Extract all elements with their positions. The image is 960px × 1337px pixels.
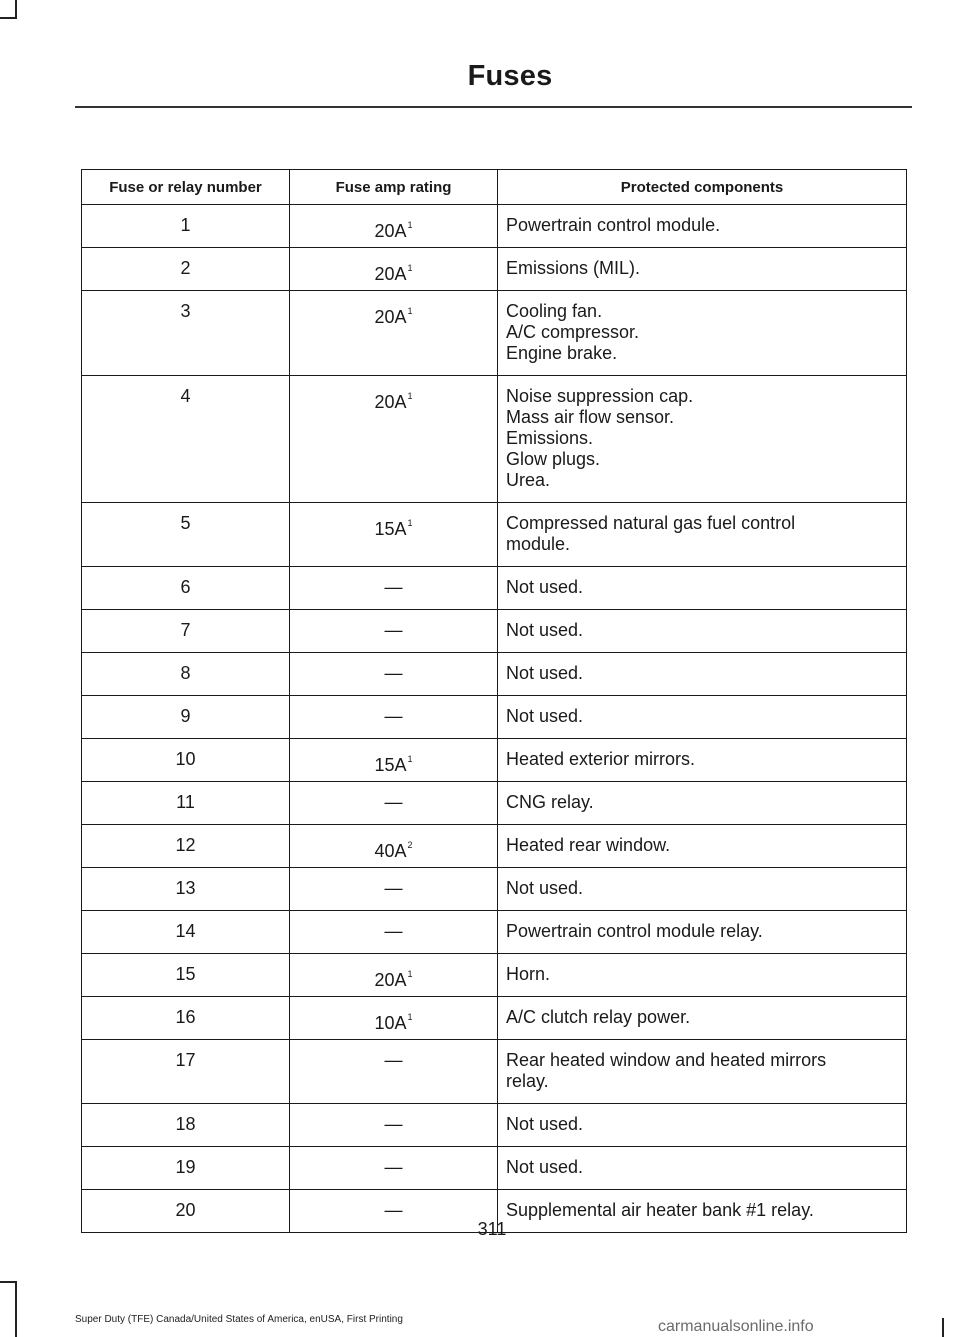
- protected-components-cell: [498, 610, 907, 653]
- component-line: Compressed natural gas fuel control: [506, 513, 796, 533]
- column-header-amp-rating: Fuse amp rating: [290, 170, 498, 205]
- table-row: [82, 1040, 907, 1104]
- table-row: [82, 503, 907, 567]
- fuse-number-cell: 12: [82, 825, 290, 868]
- amp-rating-cell: [290, 291, 498, 376]
- fuse-number-cell: 16: [82, 997, 290, 1040]
- protected-components-cell: [498, 205, 907, 248]
- protected-components-cell: [498, 997, 907, 1040]
- footnote-marker: 1: [407, 263, 413, 273]
- table-row: [82, 696, 907, 739]
- protected-components-cell: [498, 248, 907, 291]
- component-line: Powertrain control module.: [506, 215, 721, 235]
- amp-rating-value: —: [384, 1114, 403, 1134]
- amp-rating-cell: [290, 739, 498, 782]
- amp-rating-cell: [290, 997, 498, 1040]
- table-row: [82, 911, 907, 954]
- table-row: [82, 1104, 907, 1147]
- table-row: [82, 205, 907, 248]
- footnote-marker: 1: [407, 220, 413, 230]
- footnote-marker: 2: [407, 840, 413, 850]
- amp-rating-cell: [290, 610, 498, 653]
- component-line: Rear heated window and heated mirrors: [506, 1050, 827, 1070]
- component-line: Emissions (MIL).: [506, 258, 641, 278]
- footnote-marker: 1: [407, 1012, 413, 1022]
- fuse-number-cell: 17: [82, 1040, 290, 1104]
- footnote-marker: 1: [407, 518, 413, 528]
- component-line: module.: [506, 534, 571, 554]
- component-line: Glow plugs.: [506, 449, 601, 469]
- amp-rating-cell: [290, 1104, 498, 1147]
- table-row: [82, 1147, 907, 1190]
- fuse-number-cell: 13: [82, 868, 290, 911]
- protected-components-cell: [498, 1040, 907, 1104]
- table-row: [82, 248, 907, 291]
- fuse-number-cell: 10: [82, 739, 290, 782]
- protected-components-cell: [498, 567, 907, 610]
- protected-components-cell: [498, 954, 907, 997]
- table-row: [82, 954, 907, 997]
- fuse-number-cell: 5: [82, 503, 290, 567]
- amp-rating-cell: [290, 782, 498, 825]
- amp-rating-value: 15A: [374, 519, 407, 539]
- column-header-fuse-number: Fuse or relay number: [82, 170, 290, 205]
- amp-rating-value: —: [384, 706, 403, 726]
- table-row: [82, 653, 907, 696]
- footnote-marker: 1: [407, 969, 413, 979]
- amp-rating-cell: [290, 653, 498, 696]
- protected-components-cell: [498, 653, 907, 696]
- component-line: Not used.: [506, 620, 584, 640]
- component-line: Emissions.: [506, 428, 594, 448]
- component-line: relay.: [506, 1071, 549, 1091]
- footer-edition: Super Duty (TFE) Canada/United States of America, enUSA, First Printing: [75, 1314, 403, 1325]
- amp-rating-value: —: [384, 577, 403, 597]
- component-line: Not used.: [506, 706, 584, 726]
- amp-rating-value: 20A: [374, 221, 407, 241]
- amp-rating-value: —: [384, 878, 403, 898]
- footnote-marker: 1: [407, 391, 413, 401]
- protected-components-cell: [498, 696, 907, 739]
- table-row: [82, 868, 907, 911]
- table-row: [82, 739, 907, 782]
- crop-mark-bottom-left-h: [0, 1281, 17, 1283]
- fuse-number-cell: 20: [82, 1190, 290, 1233]
- amp-rating-value: —: [384, 792, 403, 812]
- watermark[interactable]: carmanualsonline.info: [658, 1318, 814, 1335]
- fuse-number-cell: 2: [82, 248, 290, 291]
- component-line: Mass air flow sensor.: [506, 407, 675, 427]
- page-number: 311: [477, 1219, 507, 1239]
- component-line: CNG relay.: [506, 792, 594, 812]
- fuse-number-cell: 19: [82, 1147, 290, 1190]
- component-line: Not used.: [506, 577, 584, 597]
- fuse-number-cell: 11: [82, 782, 290, 825]
- fuse-number-cell: 8: [82, 653, 290, 696]
- component-line: Engine brake.: [506, 343, 618, 363]
- amp-rating-value: 10A: [374, 1013, 407, 1033]
- table-row: [82, 782, 907, 825]
- amp-rating-cell: [290, 248, 498, 291]
- fuse-number-cell: 7: [82, 610, 290, 653]
- protected-components-cell: [498, 739, 907, 782]
- amp-rating-cell: [290, 1040, 498, 1104]
- component-line: Cooling fan.: [506, 301, 603, 321]
- crop-mark-top-left-h: [0, 17, 17, 19]
- fuse-number-cell: 6: [82, 567, 290, 610]
- protected-components-cell: [498, 1147, 907, 1190]
- component-line: Noise suppression cap.: [506, 386, 694, 406]
- table-row: [82, 825, 907, 868]
- amp-rating-cell: [290, 911, 498, 954]
- amp-rating-value: —: [384, 620, 403, 640]
- amp-rating-cell: [290, 1147, 498, 1190]
- component-line: Not used.: [506, 663, 584, 683]
- page-title: Fuses: [467, 60, 553, 92]
- title-divider: [75, 106, 912, 108]
- fuse-table-body: [82, 205, 907, 1233]
- table-row: [82, 610, 907, 653]
- component-line: Not used.: [506, 878, 584, 898]
- amp-rating-value: —: [384, 1200, 403, 1220]
- column-header-protected-components: Protected components: [498, 170, 907, 205]
- amp-rating-cell: [290, 868, 498, 911]
- amp-rating-value: 20A: [374, 264, 407, 284]
- amp-rating-cell: [290, 205, 498, 248]
- component-line: A/C clutch relay power.: [506, 1007, 691, 1027]
- amp-rating-value: 20A: [374, 392, 407, 412]
- table-row: [82, 376, 907, 503]
- amp-rating-cell: [290, 954, 498, 997]
- crop-mark-bottom-right: [942, 1318, 944, 1337]
- amp-rating-value: —: [384, 921, 403, 941]
- protected-components-cell: [498, 291, 907, 376]
- amp-rating-value: —: [384, 1050, 403, 1070]
- amp-rating-cell: [290, 696, 498, 739]
- table-row: [82, 567, 907, 610]
- amp-rating-value: 20A: [374, 307, 407, 327]
- protected-components-cell: [498, 868, 907, 911]
- component-line: A/C compressor.: [506, 322, 640, 342]
- footnote-marker: 1: [407, 754, 413, 764]
- table-row: [82, 997, 907, 1040]
- protected-components-cell: [498, 503, 907, 567]
- crop-mark-top-left: [15, 0, 17, 18]
- amp-rating-cell: [290, 567, 498, 610]
- protected-components-cell: [498, 911, 907, 954]
- fuse-number-cell: 4: [82, 376, 290, 503]
- amp-rating-cell: [290, 825, 498, 868]
- amp-rating-cell: [290, 376, 498, 503]
- protected-components-cell: [498, 1104, 907, 1147]
- fuse-number-cell: 15: [82, 954, 290, 997]
- amp-rating-value: —: [384, 663, 403, 683]
- component-line: Horn.: [506, 964, 551, 984]
- fuse-number-cell: 9: [82, 696, 290, 739]
- table-header-row: [82, 170, 907, 205]
- crop-mark-bottom-left: [15, 1281, 17, 1337]
- fuse-number-cell: 14: [82, 911, 290, 954]
- fuse-table: [81, 169, 907, 1233]
- component-line: Powertrain control module relay.: [506, 921, 763, 941]
- table-row: [82, 291, 907, 376]
- fuse-number-cell: 3: [82, 291, 290, 376]
- amp-rating-value: 20A: [374, 970, 407, 990]
- component-line: Heated rear window.: [506, 835, 671, 855]
- protected-components-cell: [498, 825, 907, 868]
- component-line: Not used.: [506, 1157, 584, 1177]
- protected-components-cell: [498, 782, 907, 825]
- component-line: Heated exterior mirrors.: [506, 749, 696, 769]
- fuse-number-cell: 18: [82, 1104, 290, 1147]
- fuse-number-cell: 1: [82, 205, 290, 248]
- component-line: Urea.: [506, 470, 551, 490]
- amp-rating-cell: [290, 503, 498, 567]
- amp-rating-value: 15A: [374, 755, 407, 775]
- protected-components-cell: [498, 376, 907, 503]
- amp-rating-value: —: [384, 1157, 403, 1177]
- component-line: Not used.: [506, 1114, 584, 1134]
- component-line: Supplemental air heater bank #1 relay.: [506, 1200, 814, 1220]
- amp-rating-value: 40A: [374, 841, 407, 861]
- footnote-marker: 1: [407, 306, 413, 316]
